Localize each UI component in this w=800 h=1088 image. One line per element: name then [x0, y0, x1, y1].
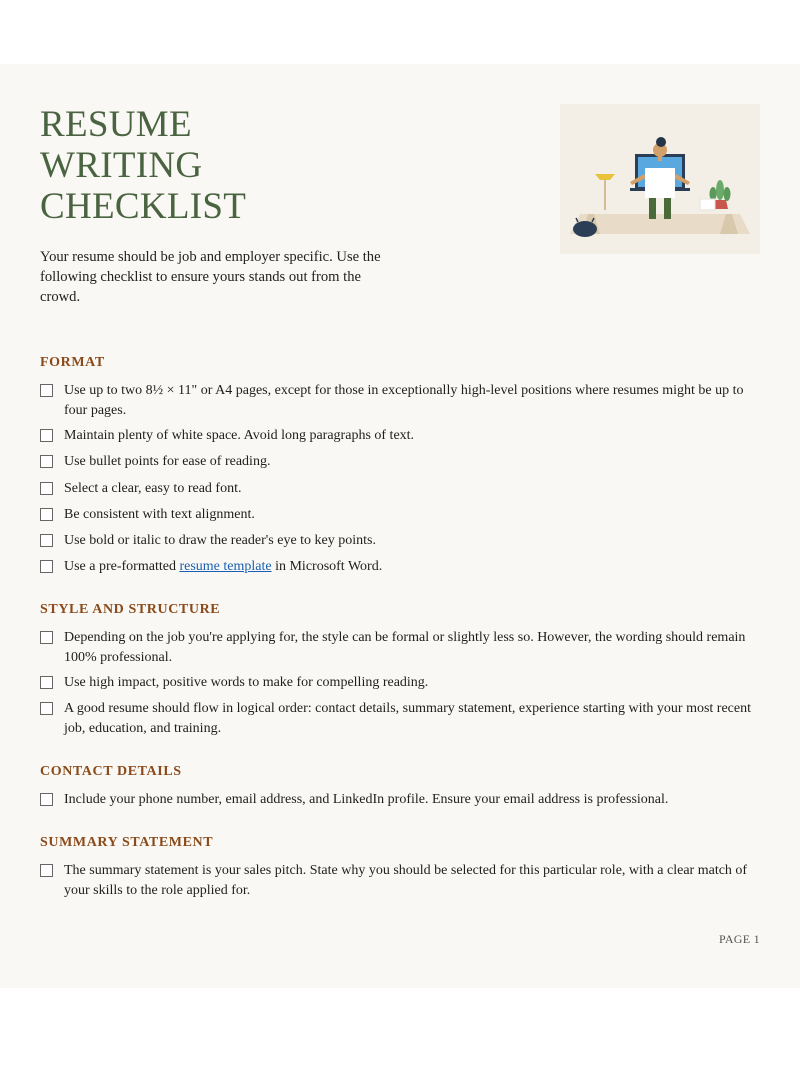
checkbox[interactable] — [40, 384, 53, 397]
document-page — [0, 64, 800, 988]
text-after-link: in Microsoft Word. — [271, 559, 383, 574]
section-heading-style-and-structure: STYLE AND STRUCTURE — [40, 602, 221, 617]
checkbox[interactable] — [40, 676, 53, 689]
person-with-laptop-icon — [560, 104, 760, 254]
checkbox[interactable] — [40, 560, 53, 573]
checklist-item-text: Use bold or italic to draw the reader's eye to key points. — [64, 533, 376, 548]
checklist-item-text: A good resume should flow in logical order: contact details, summary statement, experience starting with your most recent job, education, and training. — [64, 701, 751, 736]
checklist-item-text: Depending on the job you're applying for, the style can be formal or slightly less so. However, the wording should remain 100% professional. — [64, 630, 746, 665]
text-before-link: Use a pre-formatted — [64, 559, 180, 574]
checklist-item-text: Use up to two 8½ × 11" or A4 pages, except for those in exceptionally high-level positions where resumes might be up to four pages. — [64, 383, 744, 418]
checkbox[interactable] — [40, 702, 53, 715]
title-line: CHECKLIST — [40, 186, 247, 227]
checklist-item — [40, 452, 760, 472]
checkbox[interactable] — [40, 631, 53, 644]
checkbox[interactable] — [40, 793, 53, 806]
checklist-item — [40, 861, 760, 900]
checklist-item — [40, 479, 760, 499]
header-illustration — [560, 104, 760, 254]
checkbox[interactable] — [40, 455, 53, 468]
checklist-item-text: Use bullet points for ease of reading. — [64, 454, 271, 469]
checklist-item — [40, 557, 760, 577]
title-line: RESUME — [40, 104, 192, 145]
checklist-item — [40, 673, 760, 693]
checklist-item — [40, 505, 760, 525]
checklist-item — [40, 381, 760, 420]
page-number: PAGE 1 — [718, 932, 760, 946]
checklist-item — [40, 699, 760, 738]
checkbox[interactable] — [40, 429, 53, 442]
checklist-item-text: Use high impact, positive words to make for compelling reading. — [64, 675, 429, 690]
title-line: WRITING — [40, 145, 203, 186]
checkbox[interactable] — [40, 534, 53, 547]
checklist-item — [40, 426, 760, 446]
checklist-item-text: Be consistent with text alignment. — [64, 507, 255, 522]
checklist-item-text: The summary statement is your sales pitch. State why you should be selected for this particular role, with a clear match of your skills to the role applied for. — [64, 863, 748, 898]
checklist-item — [40, 531, 760, 551]
checklist-item-text: Include your phone number, email address, and LinkedIn profile. Ensure your email address is professional. — [64, 792, 669, 807]
checkbox[interactable] — [40, 508, 53, 521]
checklist-item-text: Select a clear, easy to read font. — [64, 481, 242, 496]
checklist-item — [40, 790, 760, 810]
section-heading-format: FORMAT — [40, 355, 105, 370]
resume-template-link[interactable]: resume template — [179, 559, 272, 574]
checkbox[interactable] — [40, 482, 53, 495]
checkbox[interactable] — [40, 864, 53, 877]
checklist-item-text — [64, 557, 760, 577]
page-title — [40, 104, 246, 227]
checklist-item-text: Maintain plenty of white space. Avoid long paragraphs of text. — [64, 428, 415, 443]
section-heading-summary-statement: SUMMARY STATEMENT — [40, 835, 214, 850]
checklist-item — [40, 628, 760, 667]
intro-paragraph: Your resume should be job and employer specific. Use the following checklist to ensure yours stands out from the crowd. — [40, 249, 381, 305]
section-heading-contact-details: CONTACT DETAILS — [40, 764, 182, 779]
